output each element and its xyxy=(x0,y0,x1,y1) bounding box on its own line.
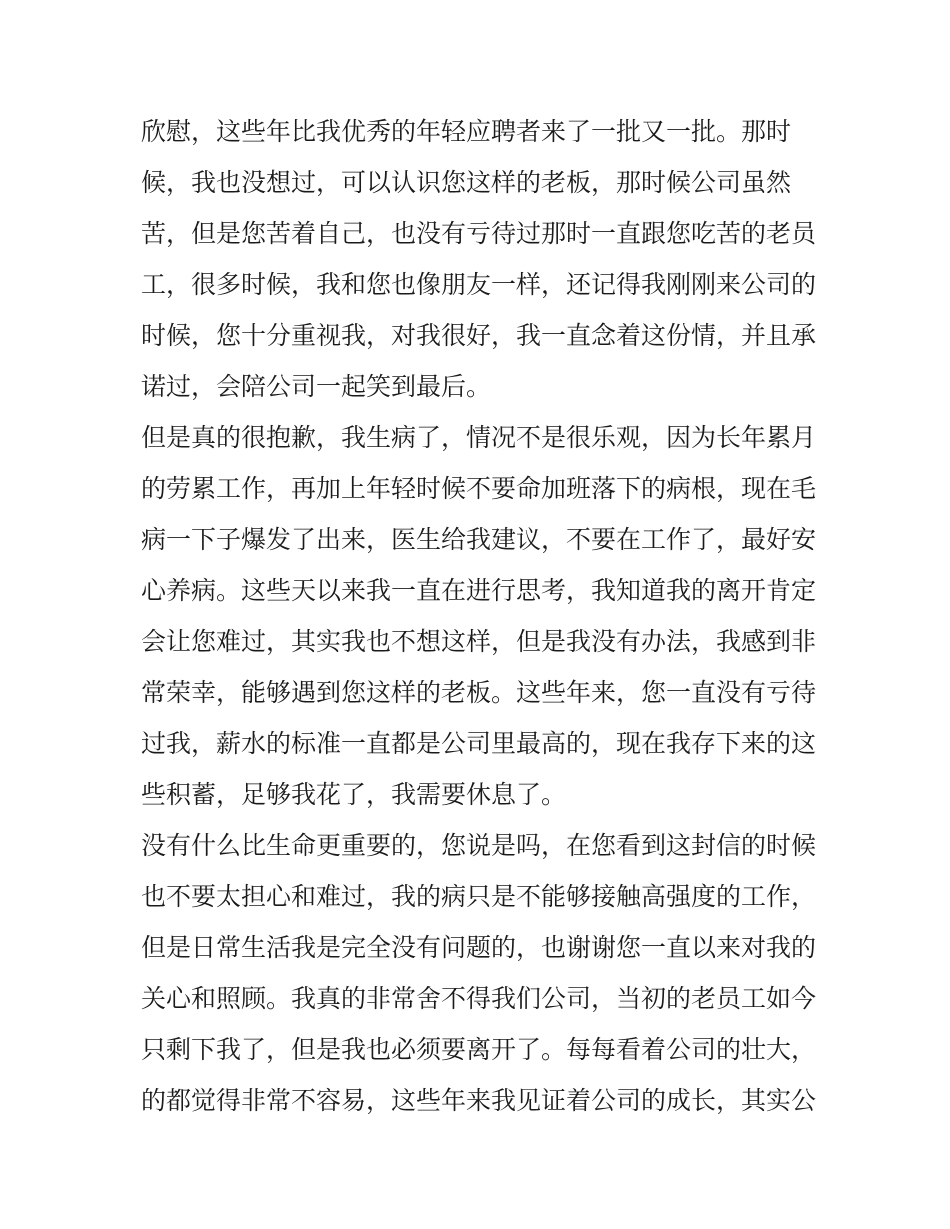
text-line: 但是日常生活我是完全没有问题的，也谢谢您一直以来对我的 xyxy=(141,933,817,962)
text-line: 候，我也没想过，可以认识您这样的老板，那时候公司虽然 xyxy=(141,168,792,197)
text-line: 诺过，会陪公司一起笑到最后。 xyxy=(141,372,492,401)
text-line: 也不要太担心和难过，我的病只是不能够接触高强度的工作， xyxy=(141,882,817,911)
text-line: 工，很多时候，我和您也像朋友一样，还记得我刚刚来公司的 xyxy=(141,270,817,299)
text-line: 但是真的很抱歉，我生病了，情况不是很乐观，因为长年累月 xyxy=(141,423,817,452)
text-line: 的都觉得非常不容易，这些年来我见证着公司的成长，其实公 xyxy=(141,1086,817,1115)
paragraph-3 xyxy=(141,820,821,1126)
text-line: 时候，您十分重视我，对我很好，我一直念着这份情，并且承 xyxy=(141,321,817,350)
text-line: 欣慰，这些年比我优秀的年轻应聘者来了一批又一批。那时 xyxy=(141,117,792,146)
text-line: 些积蓄，足够我花了，我需要休息了。 xyxy=(141,780,567,809)
text-line: 常荣幸，能够遇到您这样的老板。这些年来，您一直没有亏待 xyxy=(141,678,817,707)
text-line: 病一下子爆发了出来，医生给我建议，不要在工作了，最好安 xyxy=(141,525,817,554)
paragraph-1 xyxy=(141,106,821,412)
letter-body xyxy=(141,106,821,1126)
text-line: 没有什么比生命更重要的，您说是吗，在您看到这封信的时候 xyxy=(141,831,817,860)
text-line: 只剩下我了，但是我也必须要离开了。每每看着公司的壮大， xyxy=(141,1035,817,1064)
paragraph-2 xyxy=(141,412,821,820)
text-line: 过我，薪水的标准一直都是公司里最高的，现在我存下来的这 xyxy=(141,729,817,758)
text-line: 关心和照顾。我真的非常舍不得我们公司，当初的老员工如今 xyxy=(141,984,817,1013)
text-line: 会让您难过，其实我也不想这样，但是我没有办法，我感到非 xyxy=(141,627,817,656)
text-line: 的劳累工作，再加上年轻时候不要命加班落下的病根，现在毛 xyxy=(141,474,817,503)
text-line: 苦，但是您苦着自己，也没有亏待过那时一直跟您吃苦的老员 xyxy=(141,219,817,248)
text-line: 心养病。这些天以来我一直在进行思考，我知道我的离开肯定 xyxy=(141,576,817,605)
